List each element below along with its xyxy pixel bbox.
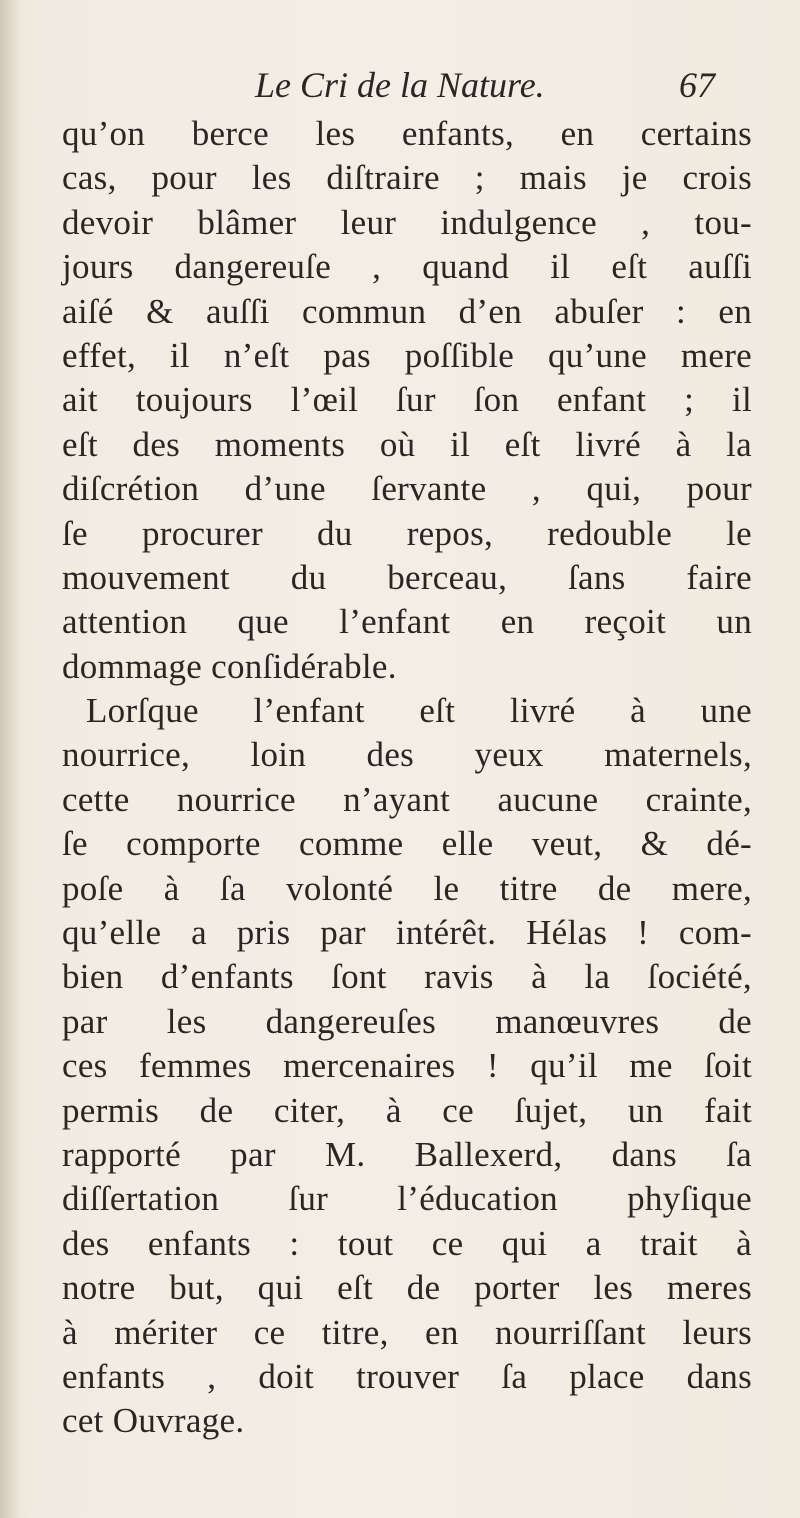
text-line: bien d’enfants ſont ravis à la ſociété, bbox=[62, 957, 752, 997]
page-number: 67 bbox=[679, 65, 715, 105]
text-line: qu’elle a pris par intérêt. Hélas ! com- bbox=[62, 913, 752, 953]
text-line: nourrice, loin des yeux maternels, bbox=[62, 735, 752, 775]
text-line: enfants , doit trouver ſa place dans bbox=[62, 1356, 752, 1396]
running-title: Le Cri de la Nature. bbox=[255, 65, 545, 105]
text-line: jours dangereuſe , quand il eſt auſſi bbox=[62, 247, 752, 287]
text-line: diſſertation ſur l’éducation phyſique bbox=[62, 1179, 752, 1219]
text-line: cette nourrice n’ayant aucune crainte, bbox=[62, 779, 752, 819]
text-line: attention que l’enfant en reçoit un bbox=[62, 602, 752, 642]
text-line: cas, pour les diſtraire ; mais je crois bbox=[62, 158, 752, 198]
text-line: dommage conſidérable. bbox=[62, 646, 397, 686]
gutter-shadow bbox=[0, 0, 20, 1518]
text-line: ſe comporte comme elle veut, & dé- bbox=[62, 824, 752, 864]
text-line: des enfants : tout ce qui a trait à bbox=[62, 1223, 752, 1263]
text-line: qu’on berce les enfants, en certains bbox=[62, 114, 752, 153]
text-line: permis de citer, à ce ſujet, un fait bbox=[62, 1090, 752, 1130]
text-line: effet, il n’eſt pas poſſible qu’une mere bbox=[62, 335, 752, 375]
text-line: rapporté par M. Ballexerd, dans ſa bbox=[62, 1134, 752, 1174]
running-head bbox=[255, 62, 715, 108]
body-text bbox=[62, 112, 752, 1444]
text-line: diſcrétion d’une ſervante , qui, pour bbox=[62, 469, 752, 509]
text-line: eſt des moments où il eſt livré à la bbox=[62, 424, 752, 464]
text-line: ces femmes mercenaires ! qu’il me ſoit bbox=[62, 1046, 752, 1086]
text-line: à mériter ce titre, en nourriſſant leurs bbox=[62, 1312, 752, 1352]
text-line: devoir blâmer leur indulgence , tou- bbox=[62, 202, 752, 242]
text-line: poſe à ſa volonté le titre de mere, bbox=[62, 868, 752, 908]
text-line: cet Ouvrage. bbox=[62, 1401, 245, 1441]
text-line: Lorſque l’enfant eſt livré à une bbox=[86, 691, 752, 731]
text-line: ſe procurer du repos, redouble le bbox=[62, 513, 752, 553]
text-line: notre but, qui eſt de porter les meres bbox=[62, 1268, 752, 1308]
text-line: aiſé & auſſi commun d’en abuſer : en bbox=[62, 291, 752, 331]
text-line: mouvement du berceau, ſans faire bbox=[62, 557, 752, 597]
text-line: ait toujours l’œil ſur ſon enfant ; il bbox=[62, 380, 752, 420]
text-line: par les dangereuſes manœuvres de bbox=[62, 1001, 752, 1041]
